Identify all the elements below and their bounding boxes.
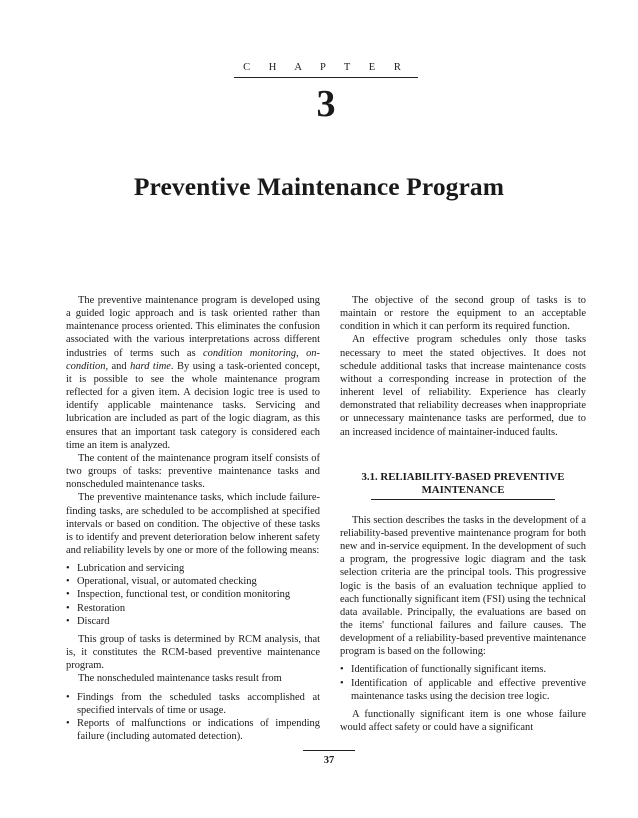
chapter-label: C H A P T E R bbox=[243, 62, 409, 73]
italic-term: hard time bbox=[130, 360, 171, 372]
paragraph: The preventive maintenance tasks, which include failure-finding tasks, are scheduled to be accomplished at specified intervals or based on condition. The objective of these tasks is to identify and prevent deterioration below inherent safety and reliability levels by one or more of the following means: bbox=[66, 492, 320, 556]
italic-term: condition monitoring bbox=[202, 347, 297, 359]
right-column bbox=[340, 294, 586, 734]
paragraph: A functionally significant item is one whose failure would affect safety or could have a significant bbox=[340, 708, 586, 734]
paragraph: The objective of the second group of tasks is to maintain or restore the equipment to an acceptable condition in which it can perform its required function. bbox=[340, 295, 586, 333]
list-item: • Operational, visual, or automated checking bbox=[66, 575, 320, 588]
paragraph: An effective program schedules only those tasks necessary to meet the stated objectives. It does not schedule additional tasks that increase maintenance costs without a corresponding increase in protection of the inherent level of reliability. Experience has clearly demonstrated that reliability decreases when inappropriate or unnecessary maintenance tasks are performed, due to an increased incidence of maintainer-induced faults. bbox=[340, 334, 586, 438]
list-item: • Discard bbox=[66, 615, 320, 628]
section-rule bbox=[371, 499, 555, 500]
list-item: • Identification of applicable and effective preventive maintenance tasks using the decision tree logic. bbox=[340, 677, 586, 703]
text-run: , and bbox=[105, 360, 131, 372]
italic-term: on-condition bbox=[66, 347, 320, 372]
chapter-title: Preventive Maintenance Program bbox=[133, 172, 505, 201]
text-run: The preventive maintenance program is developed using a guided logic approach and is task oriented rather than maintenance process oriented. This eliminates the confusion associated with the various interpretations across different industries of terms such as bbox=[66, 295, 320, 359]
list-item: • Reports of malfunctions or indications of impending failure (including automated detection). bbox=[66, 717, 320, 743]
list-item: • Lubrication and servicing bbox=[66, 562, 320, 575]
list-item: • Identification of functionally significant items. bbox=[340, 663, 586, 676]
paragraph: The content of the maintenance program itself consists of two groups of tasks: preventive maintenance tasks and nonscheduled maintenance tasks. bbox=[66, 452, 320, 491]
page-number: 37 bbox=[323, 755, 335, 766]
text-run: , bbox=[296, 347, 307, 359]
means-list bbox=[66, 562, 320, 628]
results-list bbox=[66, 691, 320, 744]
list-item: • Inspection, functional test, or condition monitoring bbox=[66, 588, 320, 601]
chapter-number: 3 bbox=[316, 83, 336, 125]
paragraph: The nonscheduled maintenance tasks result from bbox=[78, 673, 282, 685]
paragraph bbox=[66, 294, 320, 452]
footer-rule bbox=[303, 750, 355, 751]
chapter-rule bbox=[234, 77, 418, 78]
paragraph: This section describes the tasks in the development of a reliability-based preventive maintenance program for both new and in-service equipment. In the development of such a program, the progressive logic diagram and the task selection criteria are the principal tools. This progressive logic is the basis of an evaluation technique applied to each functionally significant item (FSI) using the technical data available. Principally, the evaluations are based on the items' functional failures and failure causes. The development of a reliability-based preventive maintenance program is based on the following: bbox=[340, 514, 586, 658]
paragraph: This group of tasks is determined by RCM analysis, that is, it constitutes the RCM-based preventive maintenance program. bbox=[66, 633, 320, 672]
list-item: • Restoration bbox=[66, 602, 320, 615]
list-item: • Findings from the scheduled tasks accomplished at specified intervals of time or usage. bbox=[66, 691, 320, 717]
left-column bbox=[66, 294, 320, 747]
basis-list bbox=[340, 663, 586, 702]
section-heading: 3.1. RELIABILITY-BASED PREVENTIVE MAINTENANCE bbox=[361, 470, 565, 496]
text-run: . By using a task-oriented concept, it is possible to see the whole maintenance program reflected for a given item. A decision logic tree is used to identify applicable maintenance tasks. Servicing and lubrication are included as part of the logic diagram, as this ensures that an important task category is considered each time an item is analyzed. bbox=[66, 360, 320, 451]
